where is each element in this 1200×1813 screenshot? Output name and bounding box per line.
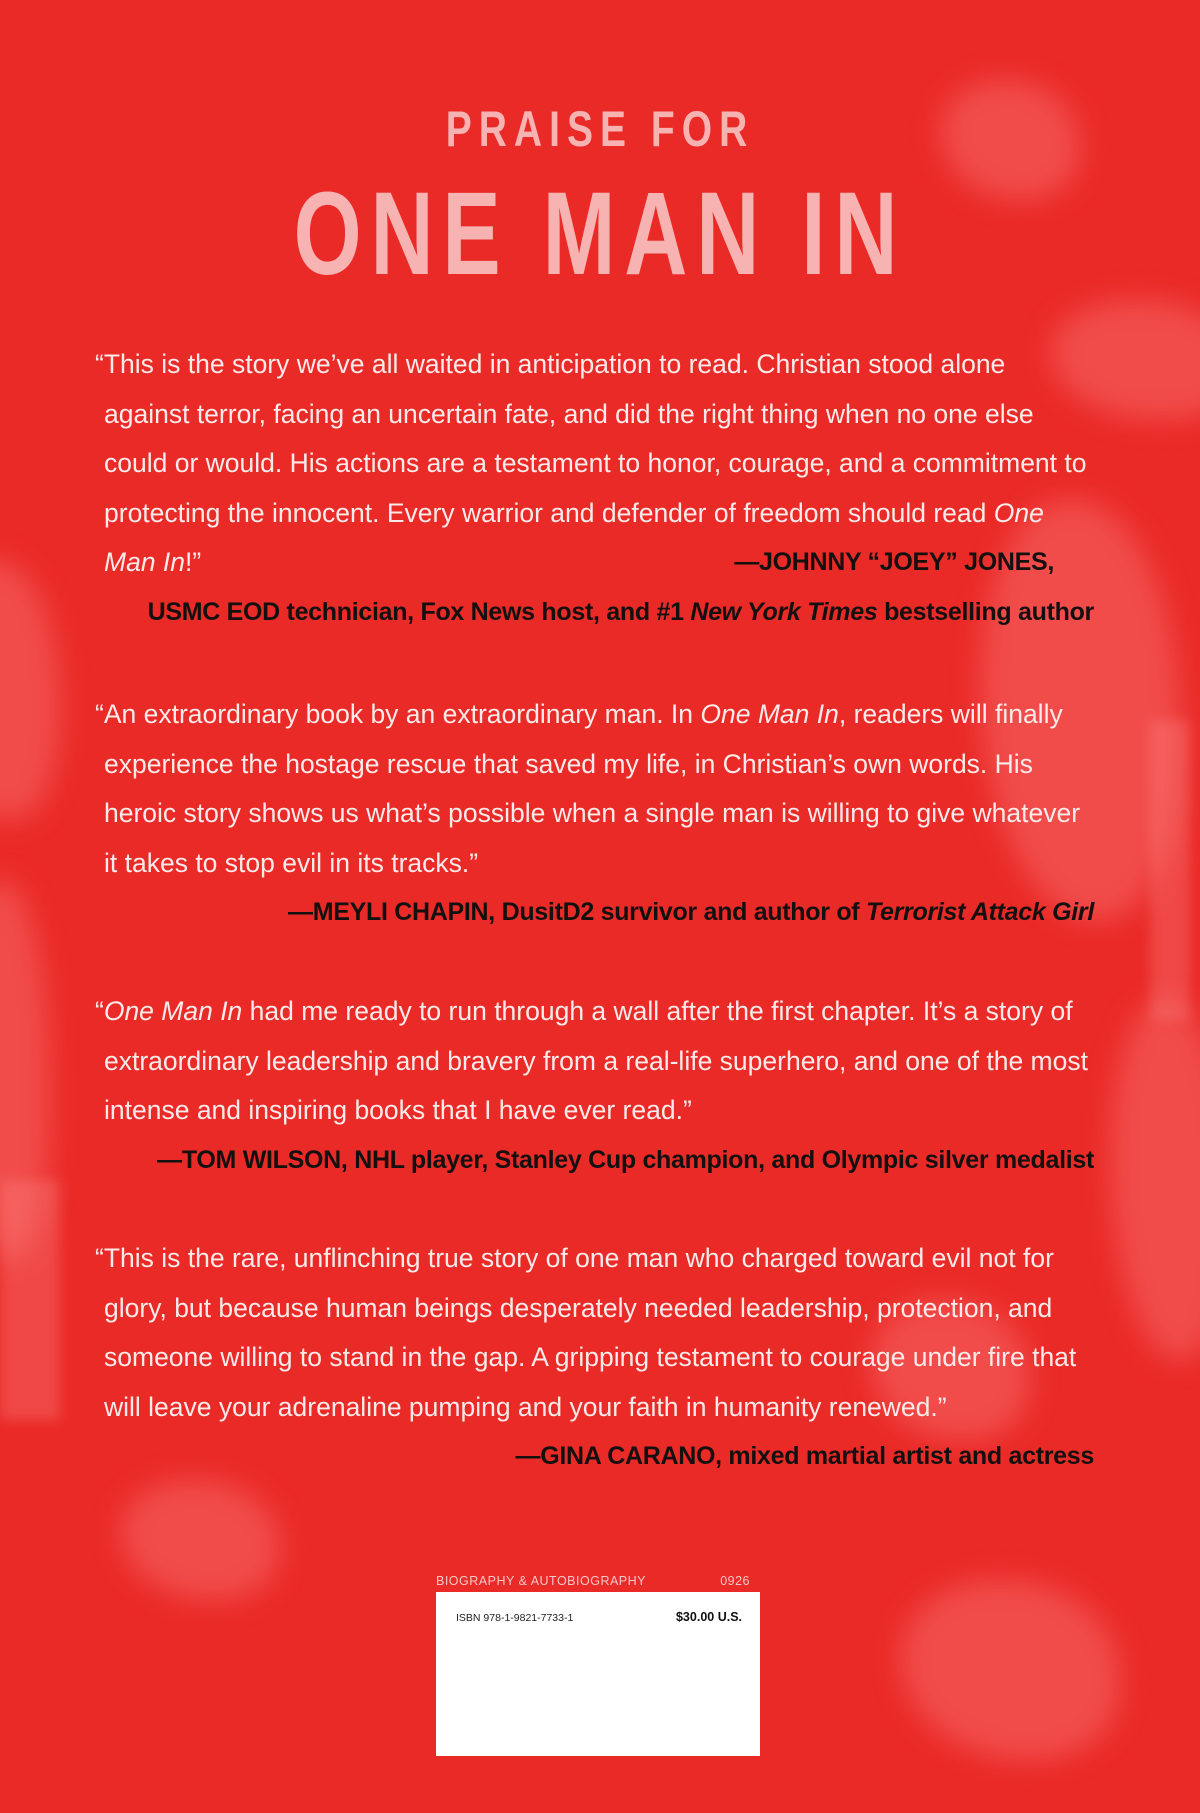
attribution-italic: Terrorist Attack Girl bbox=[865, 898, 1094, 926]
praise-block-3 bbox=[95, 987, 1094, 1185]
quote-italic-title: One Man In bbox=[700, 699, 839, 729]
quote-text: “This is the story we’ve all waited in anticipation to read. Christian stood alone against terror, facing an uncertain fate, and did the right thing when no one else could or would. His actions are a testament to honor, courage, and a commitment to protecting the innocent. Every warrior and defender of freedom should read bbox=[95, 349, 1087, 528]
praise-eyebrow: PRAISE FOR bbox=[445, 101, 755, 157]
barcode-area bbox=[436, 1574, 760, 1756]
quote-text: “This is the rare, unflinching true story of one man who charged toward evil not for glory, but because human beings desperately needed leadership, protection, and someone willing to stand in the gap. A gripping testament to courage under fire that will leave your adrenaline pumping and your faith in humanity renewed.” bbox=[95, 1243, 1077, 1422]
praise-quote-4 bbox=[95, 1234, 1094, 1470]
quote-text-end: !” bbox=[185, 547, 202, 577]
quote-text: “An extraordinary book by an extraordinary man. In bbox=[95, 699, 701, 729]
attribution: —GINA CARANO, mixed martial artist and actress bbox=[515, 1442, 1094, 1470]
isbn: ISBN 978-1-9821-7733-1 bbox=[456, 1612, 574, 1624]
praise-block-4 bbox=[95, 1234, 1094, 1482]
attribution-name: —JOHNNY “JOEY” JONES, bbox=[734, 548, 1054, 576]
attribution-italic: New York Times bbox=[690, 597, 878, 626]
praise-block-2 bbox=[95, 690, 1094, 938]
praise-block-1 bbox=[95, 340, 1094, 637]
book-category: BIOGRAPHY & AUTOBIOGRAPHY bbox=[436, 1574, 647, 1588]
quote-italic-title: One Man In bbox=[104, 497, 1044, 577]
attribution bbox=[104, 888, 1094, 938]
quote-italic-title: One Man In bbox=[103, 996, 243, 1026]
praise-quote-3 bbox=[95, 987, 1094, 1136]
barcode-meta bbox=[436, 1574, 760, 1592]
price: $30.00 U.S. bbox=[675, 1610, 742, 1624]
book-code: 0926 bbox=[720, 1574, 750, 1588]
open-quote: “ bbox=[95, 996, 104, 1026]
attribution-text-end: bestselling author bbox=[877, 597, 1094, 626]
attribution: —TOM WILSON, NHL player, Stanley Cup champion, and Olympic silver medalist bbox=[157, 1145, 1094, 1174]
attribution-text: —MEYLI CHAPIN, DusitD2 survivor and author of bbox=[288, 898, 866, 926]
praise-quote-2 bbox=[95, 690, 1094, 888]
attribution-text: USMC EOD technician, Fox News host, and #1 bbox=[147, 597, 691, 626]
quote-text-end: , readers will finally experience the hostage rescue that saved my life, in Christian’s own words. His heroic story shows us what’s possible when a single man is willing to give whatever it takes to stop evil in its tracks.” bbox=[104, 699, 1081, 878]
praise-quote-1 bbox=[95, 340, 1094, 588]
book-title: ONE MAN IN bbox=[293, 168, 907, 300]
barcode-box bbox=[436, 1592, 760, 1756]
quote-text: had me ready to run through a wall after the first chapter. It’s a story of extraordinary leadership and bravery from a real-life superhero, and one of the most intense and inspiring books that I have ever read.” bbox=[104, 996, 1088, 1125]
attribution-role bbox=[104, 588, 1094, 638]
